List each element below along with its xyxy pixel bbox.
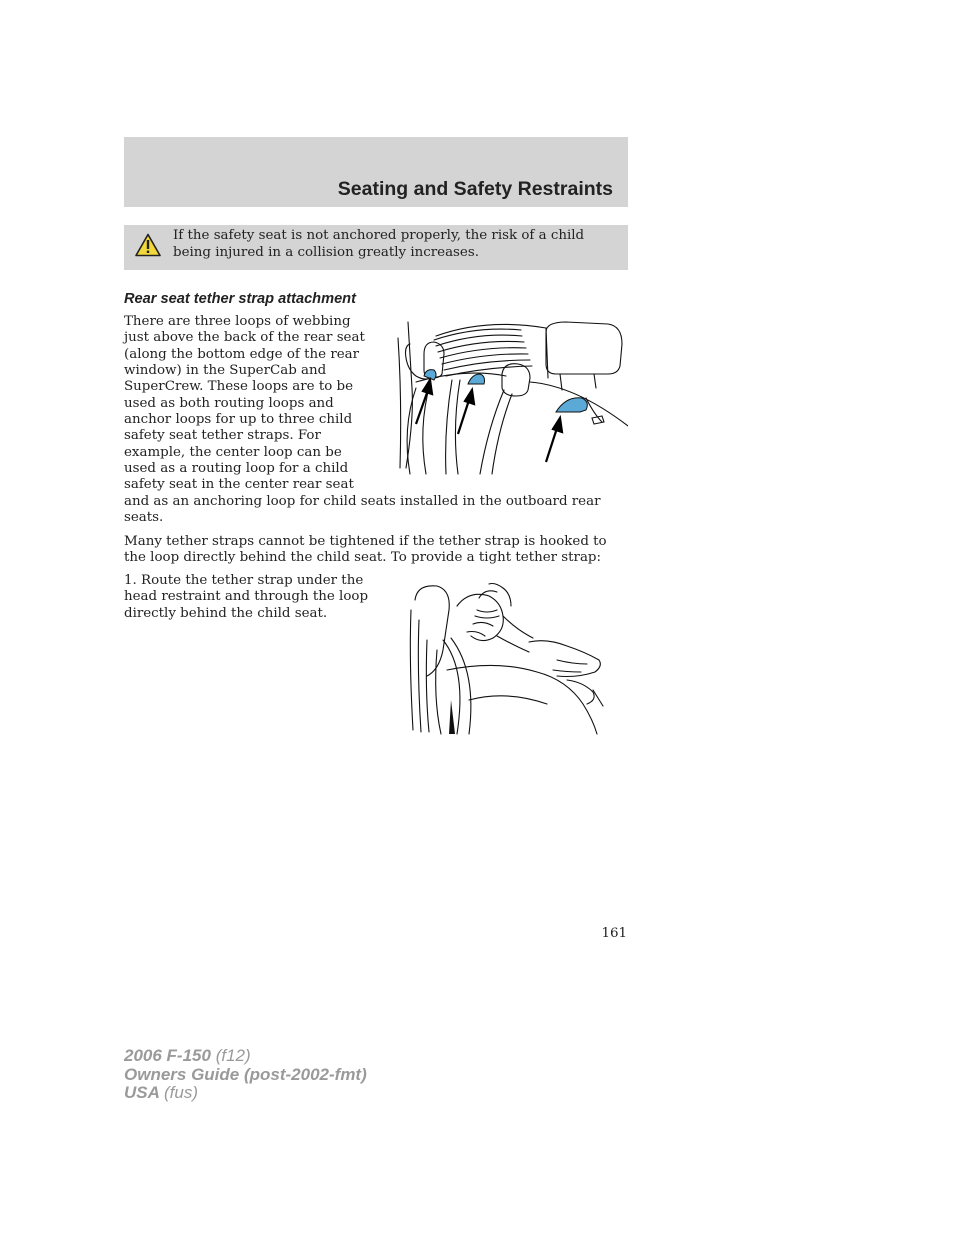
footer-code: (f12) — [215, 1046, 251, 1065]
footer-code: (fus) — [164, 1083, 198, 1102]
text-line: anchor loops for up to three child — [124, 412, 353, 428]
footer-guide: Owners Guide (post-2002-fmt) — [124, 1064, 367, 1084]
text-line: safety seat in the center rear seat — [124, 477, 354, 493]
warning-triangle-icon — [135, 233, 161, 257]
tether-loops-illustration — [396, 318, 628, 478]
text-line: safety seat tether straps. For — [124, 428, 321, 444]
footer-market: USA — [124, 1083, 160, 1102]
text-line: SuperCrew. These loops are to be — [124, 379, 354, 395]
text-line: used as both routing loops and — [124, 395, 334, 411]
paragraph-tight-tether — [124, 534, 607, 567]
footer-line-3 — [124, 1084, 367, 1103]
text-line: the loop directly behind the child seat. To provide a tight tether strap: — [124, 550, 602, 566]
step-1 — [124, 573, 368, 622]
footer-model: 2006 F-150 — [124, 1046, 211, 1065]
text-line: There are three loops of webbing — [124, 314, 351, 329]
text-line: head restraint and through the loop — [124, 589, 369, 605]
text-line: used as a routing loop for a child — [124, 461, 349, 477]
footer-line-1 — [124, 1047, 367, 1066]
text-line: and as an anchoring loop for child seats installed in the outboard rear — [124, 493, 601, 509]
section-heading: Rear seat tether strap attachment — [124, 291, 356, 307]
footer-document-id — [124, 1047, 367, 1103]
text-line: 1. Route the tether strap under the — [124, 573, 364, 588]
warning-text: If the safety seat is not anchored properly, the risk of a child being injured in a collision greatly increases. — [173, 228, 585, 260]
text-line: (along the bottom edge of the rear — [124, 346, 360, 362]
text-line: window) in the SuperCab and — [124, 363, 327, 379]
footer-line-2 — [124, 1066, 367, 1085]
page-number: 161 — [601, 926, 627, 941]
text-line: just above the back of the rear seat — [124, 330, 365, 346]
page-title: Seating and Safety Restraints — [337, 178, 613, 200]
warning-box — [124, 225, 628, 270]
text-line: Many tether straps cannot be tightened if the tether strap is hooked to — [124, 534, 607, 549]
text-line: directly behind the child seat. — [124, 605, 328, 621]
header-band — [124, 137, 628, 207]
routing-tether-strap-illustration — [407, 580, 607, 736]
text-line: seats. — [124, 510, 164, 526]
text-line: example, the center loop can be — [124, 444, 342, 460]
